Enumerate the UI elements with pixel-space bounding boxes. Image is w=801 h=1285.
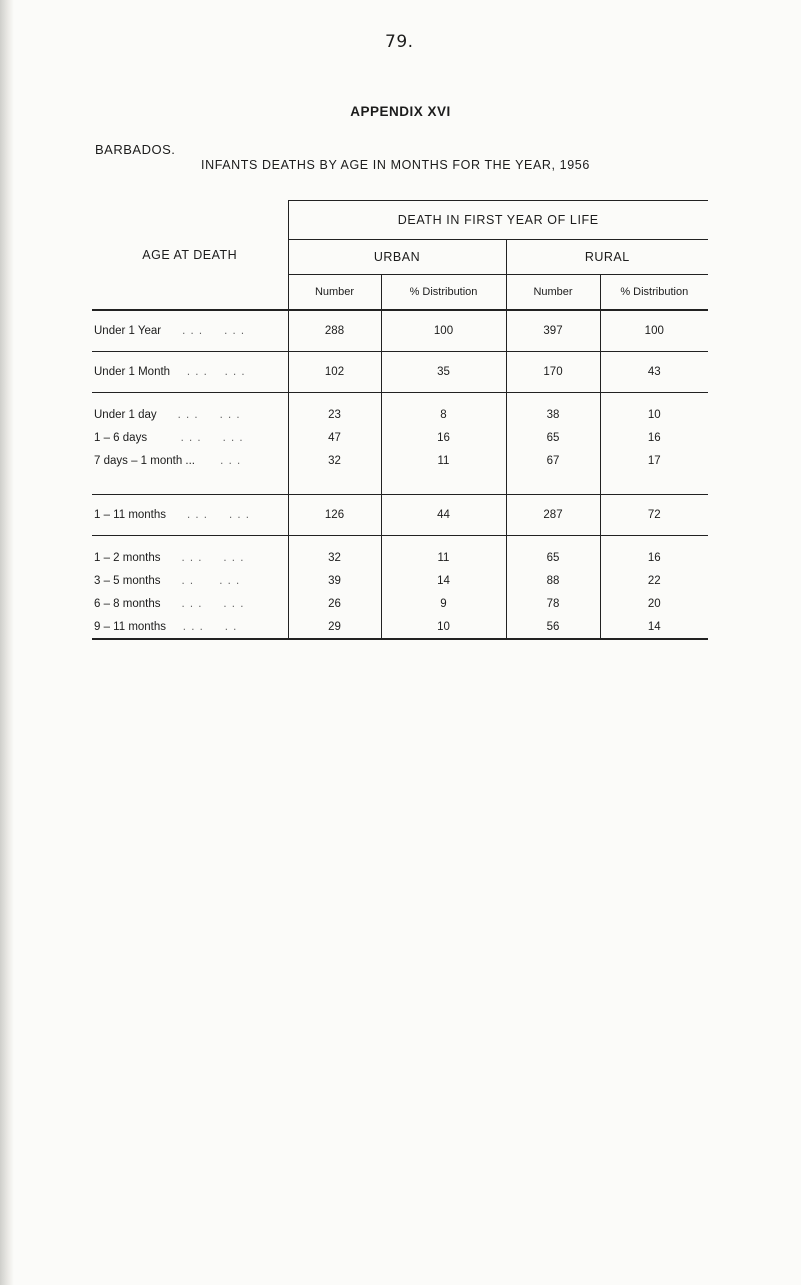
urban-pct-cell: 16 — [381, 426, 506, 449]
appendix-title: APPENDIX XVI — [350, 104, 451, 119]
table-row — [92, 310, 708, 352]
urban-pct-cell: 8 — [381, 393, 506, 427]
urban-number-cell: 39 — [288, 569, 381, 592]
urban-pct-cell: 11 — [381, 449, 506, 495]
urban-pct-cell: 10 — [381, 615, 506, 639]
header-age-at-death: AGE AT DEATH — [92, 201, 288, 311]
header-rural-pct: % Distribution — [600, 275, 708, 311]
urban-number-cell: 288 — [288, 310, 381, 352]
rural-number-cell: 287 — [506, 495, 600, 536]
rural-number-cell: 397 — [506, 310, 600, 352]
urban-pct-cell: 100 — [381, 310, 506, 352]
urban-pct-cell: 35 — [381, 352, 506, 393]
rural-number-cell: 38 — [506, 393, 600, 427]
rural-pct-cell: 22 — [647, 574, 661, 587]
header-death-first-year: DEATH IN FIRST YEAR OF LIFE — [288, 201, 708, 240]
row-label: Under 1 Month . . . . . . — [92, 352, 288, 393]
page-binding-edge — [0, 0, 14, 1285]
table-row — [92, 569, 708, 592]
urban-number-cell: 32 — [288, 536, 381, 570]
urban-number-cell: 102 — [288, 352, 381, 393]
table-row — [92, 352, 708, 393]
urban-number-cell: 32 — [288, 449, 381, 495]
country-label: BARBADOS. — [95, 142, 176, 157]
table-row — [92, 536, 708, 570]
table-row — [92, 393, 708, 427]
table-row — [92, 592, 708, 615]
row-label: 6 – 8 months . . . . . . — [92, 592, 288, 615]
table-row — [92, 495, 708, 536]
rural-pct-cell: 72 — [600, 495, 708, 536]
rural-pct-cell: 10 — [647, 408, 661, 421]
row-label: Under 1 Year . . . . . . — [92, 310, 288, 352]
urban-pct-cell: 9 — [381, 592, 506, 615]
row-label: 1 – 2 months . . . . . . — [92, 536, 288, 570]
rural-number-cell: 65 — [506, 426, 600, 449]
rural-pct-cell: 14 — [600, 615, 708, 639]
urban-number-cell: 29 — [288, 615, 381, 639]
rural-pct-cell: 17 — [600, 449, 708, 495]
rural-number-cell: 78 — [506, 592, 600, 615]
page-number: 79. — [385, 32, 414, 52]
urban-number-cell: 47 — [288, 426, 381, 449]
table-row — [92, 449, 708, 495]
header-rural: RURAL — [506, 240, 708, 275]
row-label: 1 – 11 months . . . . . . — [92, 495, 288, 536]
rural-pct-cell: 43 — [600, 352, 708, 393]
rural-number-cell: 170 — [506, 352, 600, 393]
rural-pct-cell: 16 — [647, 431, 661, 444]
header-urban: URBAN — [288, 240, 506, 275]
urban-pct-cell: 11 — [381, 536, 506, 570]
table-title: INFANTS DEATHS BY AGE IN MONTHS FOR THE YEAR, 1956 — [201, 158, 590, 172]
rural-number-cell: 67 — [506, 449, 600, 495]
row-label: 9 – 11 months . . . . . — [92, 615, 288, 639]
rural-pct-cell: 100 — [600, 310, 708, 352]
header-urban-pct: % Distribution — [381, 275, 506, 311]
rural-pct-cell: 20 — [647, 597, 661, 610]
header-urban-number: Number — [288, 275, 381, 311]
table-row — [92, 426, 708, 449]
rural-number-cell: 88 — [506, 569, 600, 592]
rural-pct-cell: 16 — [647, 551, 661, 564]
row-label: 7 days – 1 month ... . . . — [92, 449, 288, 495]
table-row — [92, 615, 708, 639]
row-label: Under 1 day . . . . . . — [92, 393, 288, 427]
row-label: 3 – 5 months . . . . . — [92, 569, 288, 592]
header-rural-number: Number — [506, 275, 600, 311]
rural-number-cell: 56 — [506, 615, 600, 639]
urban-number-cell: 23 — [288, 393, 381, 427]
urban-pct-cell: 44 — [381, 495, 506, 536]
row-label: 1 – 6 days . . . . . . — [92, 426, 288, 449]
urban-number-cell: 126 — [288, 495, 381, 536]
urban-pct-cell: 14 — [381, 569, 506, 592]
rural-number-cell: 65 — [506, 536, 600, 570]
infant-deaths-table — [92, 200, 708, 640]
urban-number-cell: 26 — [288, 592, 381, 615]
